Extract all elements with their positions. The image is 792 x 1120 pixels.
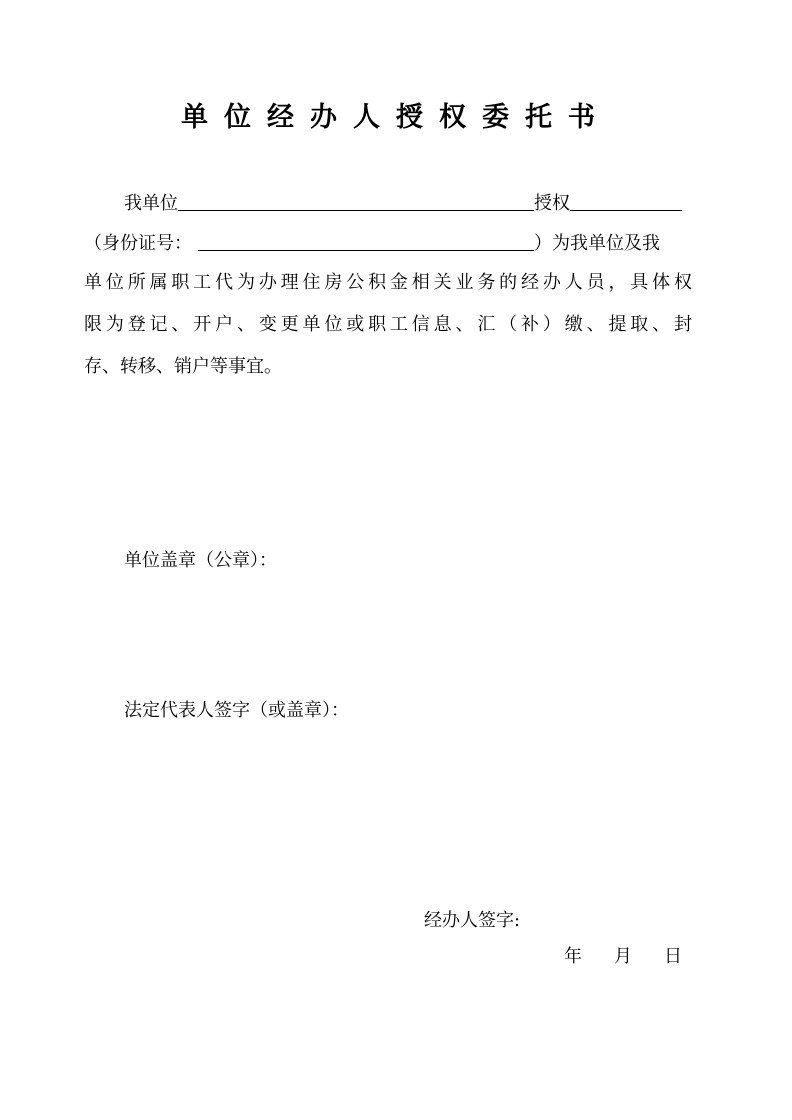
- document-title: 单位经办人授权委托书: [181, 102, 611, 133]
- body-line-2: [84, 226, 660, 259]
- body-line-1: [124, 186, 682, 219]
- agent-name-blank[interactable]: [570, 188, 682, 211]
- agent-signature-label: 经办人签字:: [424, 910, 521, 931]
- my-unit-label: 我单位: [124, 193, 178, 214]
- date-day-label: 日: [664, 946, 682, 967]
- date-year-label: 年: [564, 946, 582, 967]
- body-line-4: 限为登记、开户、变更单位或职工信息、汇（补）缴、提取、封: [84, 314, 692, 335]
- authorize-label: 授权: [534, 193, 570, 214]
- body-line-5: 存、转移、销户等事宜。: [84, 356, 282, 377]
- id-number-label: （身份证号：: [84, 233, 192, 254]
- id-number-blank[interactable]: [198, 228, 534, 251]
- date-month-label: 月: [614, 946, 632, 967]
- body-line-3: 单位所属职工代为办理住房公积金相关业务的经办人员，具体权: [84, 272, 692, 293]
- unit-name-blank[interactable]: [178, 188, 534, 211]
- legal-representative-signature-label: 法定代表人签字（或盖章）：: [124, 700, 349, 721]
- company-seal-label: 单位盖章（公章）：: [124, 550, 277, 571]
- id-line-suffix: ）为我单位及我: [534, 233, 660, 254]
